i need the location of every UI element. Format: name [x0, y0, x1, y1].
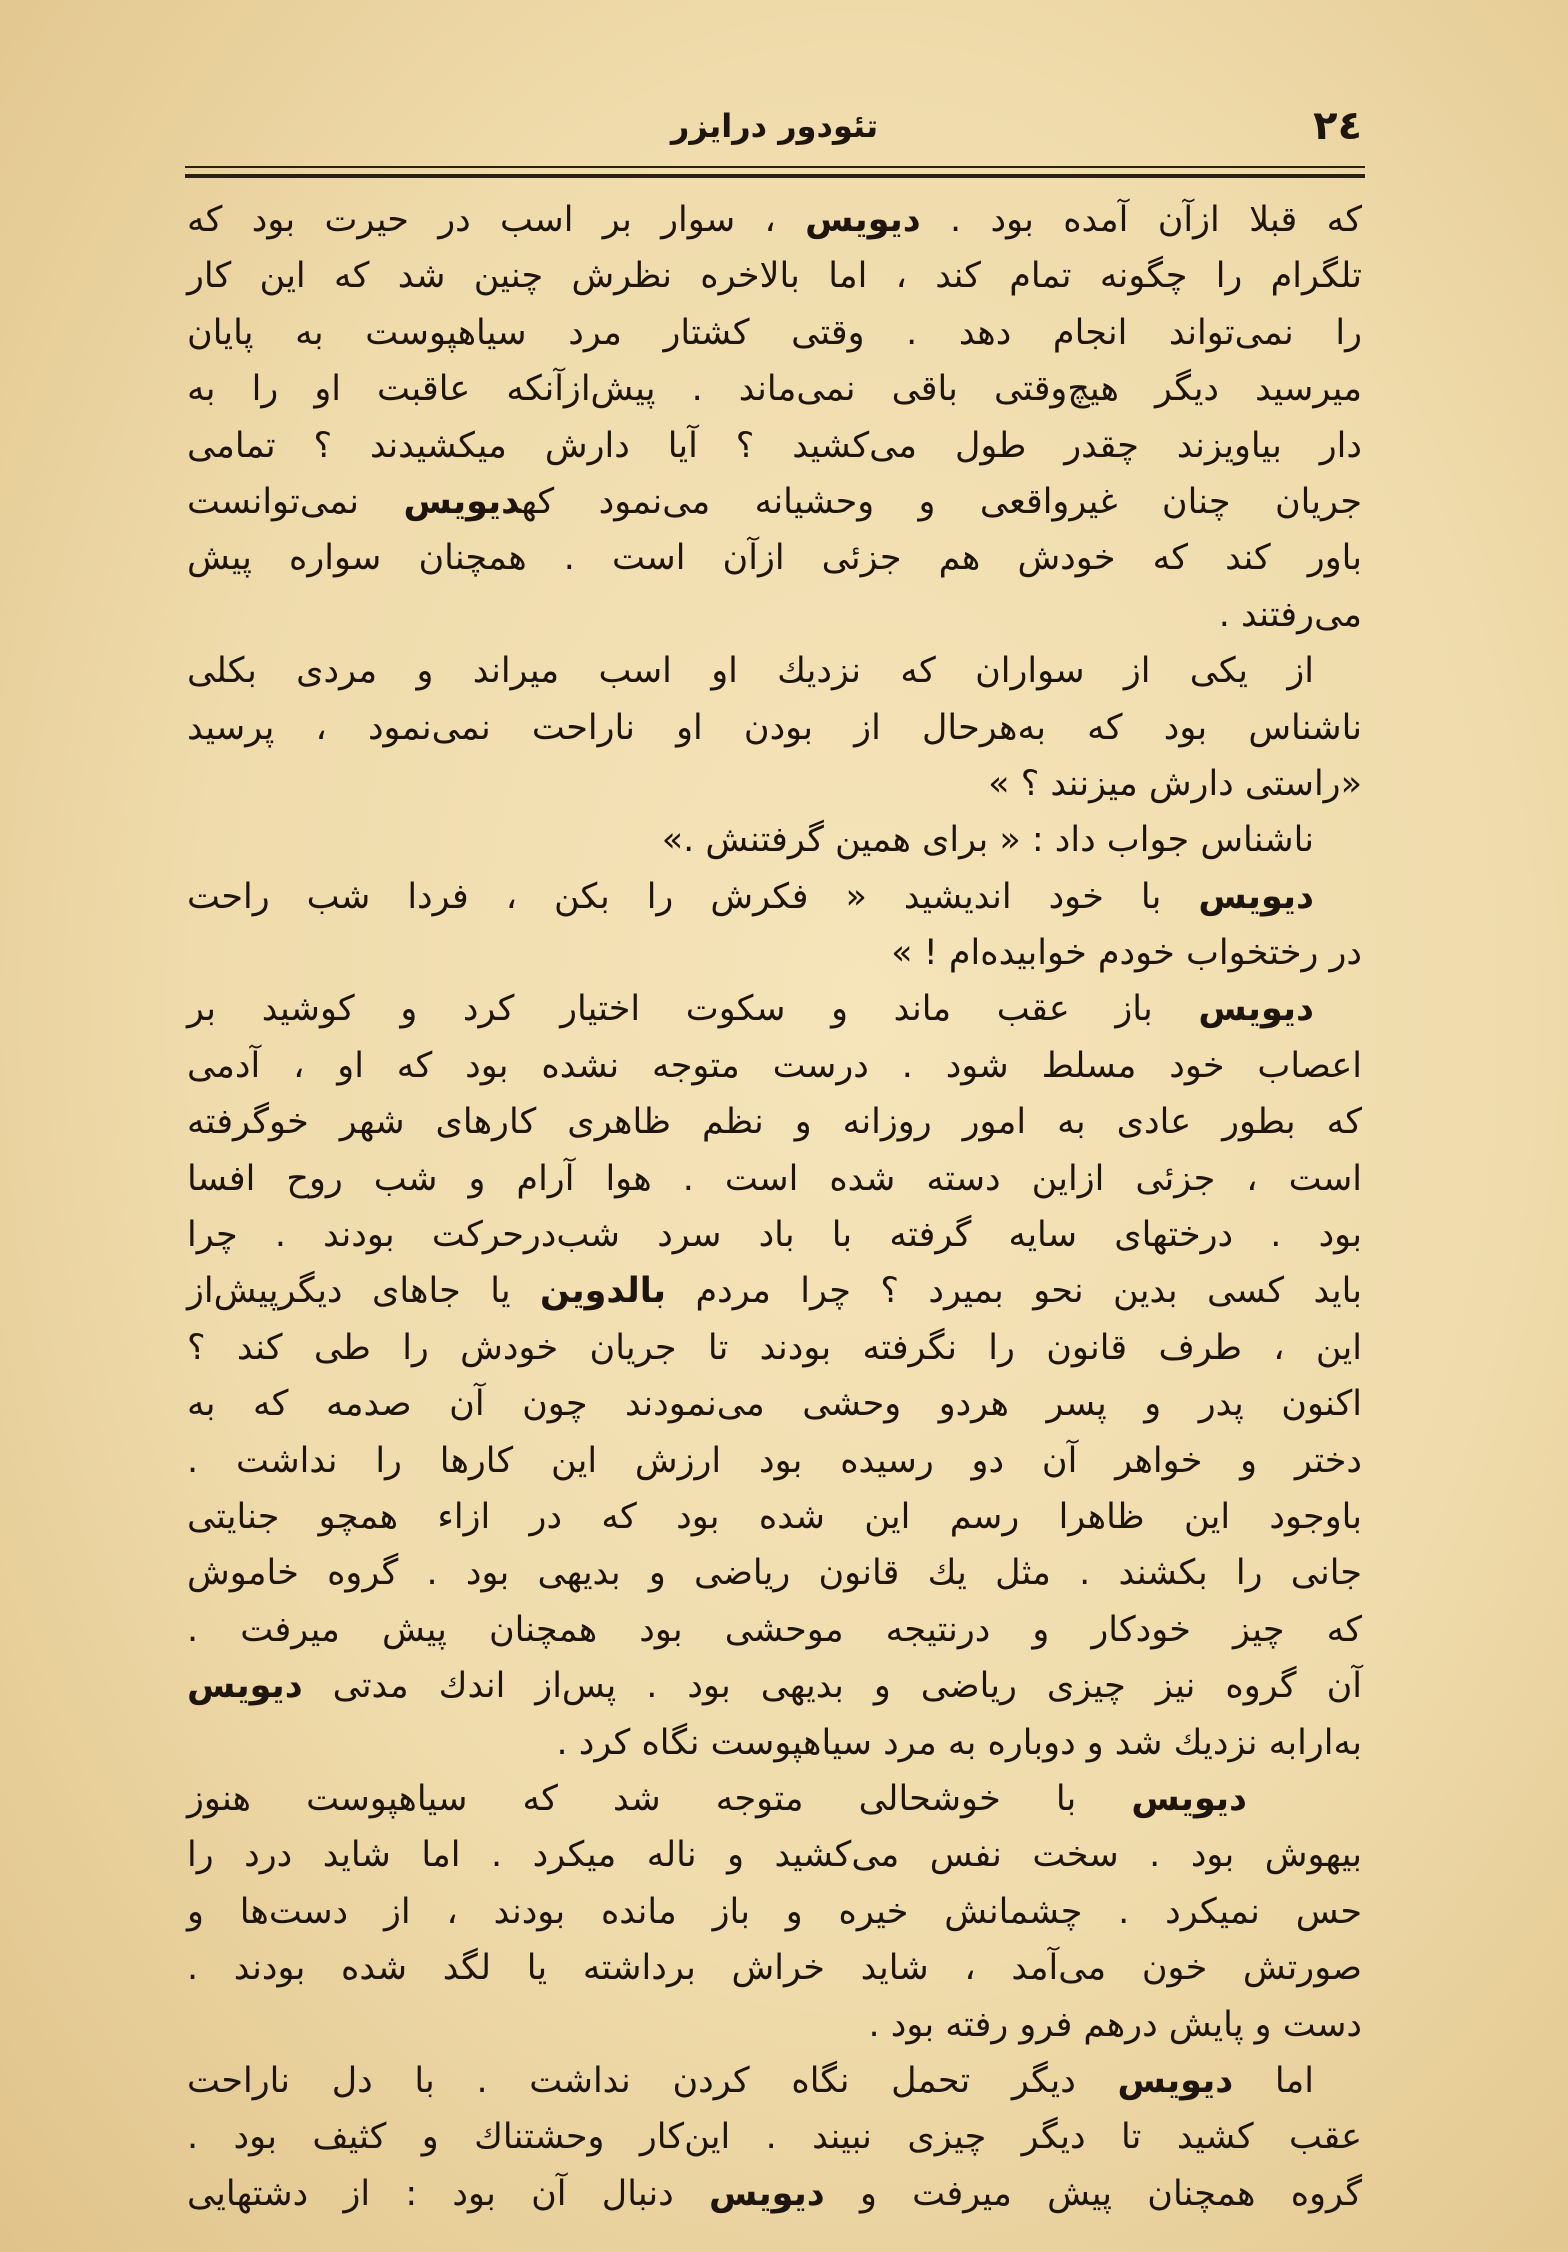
running-title: تئودور درایزر: [670, 107, 879, 145]
text-segment: دیگر تحمل نگاه کردن نداشت . با دل ناراحت: [187, 2060, 1118, 2101]
paragraph: [187, 812, 1362, 868]
paragraph: [187, 1771, 1362, 2053]
text-segment: جریان چنان غیرواقعی و وحشیانه می‌نمود که: [521, 481, 1362, 522]
text-segment: با خود اندیشید « فکرش را بکن ، فردا شب راحت: [187, 876, 1199, 917]
text-segment: ناشناس بود که به‌هرحال از بودن او ناراحت نمی‌نمود ، پرسید: [187, 707, 1362, 748]
bold-character-name: دیویس: [187, 1666, 303, 1707]
text-segment: «راستی دارش میزنند ؟ »: [988, 763, 1362, 804]
text-segment: دنبال آن بود : از دشتهایی: [187, 2173, 710, 2214]
text-segment: اما: [1233, 2060, 1314, 2101]
text-segment: می‌رفتند .: [1218, 594, 1362, 635]
text-line: [187, 530, 1362, 586]
text-line: [187, 192, 1362, 248]
text-segment: بیهوش بود . سخت نفس می‌کشید و ناله میکرد . اما شاید درد را: [187, 1835, 1362, 1876]
page-header: [187, 98, 1362, 154]
text-segment: باز عقب ماند و سکوت اختیار کرد و کوشید بر: [187, 989, 1199, 1030]
text-line: [187, 1715, 1362, 1771]
text-segment: جانی را بکشند . مثل یك قانون ریاضی و بدیهی بود . گروه خاموش: [187, 1553, 1362, 1594]
text-line: [187, 1038, 1362, 1094]
bold-character-name: دیویس: [1198, 876, 1314, 917]
text-line: [187, 925, 1362, 981]
text-line: [187, 756, 1362, 812]
text-line: [187, 812, 1362, 868]
bold-character-name: دیویس: [1131, 1778, 1247, 1819]
text-line: [187, 1376, 1362, 1432]
text-line: [187, 1997, 1362, 2053]
text-segment: ، سوار بر اسب در حیرت بود که: [187, 200, 806, 240]
text-line: [187, 418, 1362, 474]
paragraph: [187, 643, 1362, 812]
paragraph: [187, 2053, 1362, 2222]
text-line: [187, 1545, 1362, 1601]
text-segment: با خوشحالی متوجه شد که سیاهپوست هنوز: [187, 1778, 1132, 1819]
text-line: [187, 1489, 1362, 1545]
page-number: ٢٤: [1313, 103, 1362, 149]
bold-character-name: دیویس: [1198, 989, 1314, 1030]
bold-character-name: دیویس: [403, 481, 522, 522]
text-line: [187, 305, 1362, 361]
text-segment: نمی‌توانست: [187, 481, 404, 522]
text-line: [187, 1771, 1362, 1827]
text-line: [187, 1827, 1362, 1883]
text-line: [187, 1207, 1362, 1263]
text-segment: میرسید دیگر هیچ‌وقتی باقی نمی‌ماند . پیش‌ازآنکه عاقبت او را به: [187, 369, 1362, 410]
text-segment: آن گروه نیز چیزی ریاضی و بدیهی بود . پس‌از اندك مدتی: [302, 1666, 1362, 1707]
text-line: [187, 474, 1362, 530]
text-line: [187, 248, 1362, 304]
text-line: [187, 2166, 1362, 2222]
text-line: [187, 1263, 1362, 1319]
text-segment: اعصاب خود مسلط شود . درست متوجه نشده بود که او ، آدمی: [187, 1045, 1362, 1086]
text-line: [187, 1884, 1362, 1940]
text-segment: حس نمیکرد . چشمانش خیره و باز مانده بودند ، از دست‌ها و: [187, 1891, 1362, 1932]
text-line: [187, 981, 1362, 1037]
text-segment: دار بیاویزند چقدر طول می‌کشید ؟ آیا دارش میکشیدند ؟ تمامی: [187, 425, 1362, 466]
text-segment: است ، جزئی ازاین دسته شده است . هوا آرام و شب روح افسا: [187, 1158, 1362, 1199]
bold-character-name: دیویس: [709, 2173, 825, 2214]
text-line: [187, 700, 1362, 756]
text-line: [187, 1433, 1362, 1489]
text-segment: عقب کشید تا دیگر چیزی نبیند . این‌کار وحشتناك و کثیف بود .: [187, 2117, 1362, 2158]
text-segment: از یکی از سواران که نزدیك او اسب میراند و مردی بکلی: [187, 651, 1314, 692]
text-line: [187, 1320, 1362, 1376]
text-line: [187, 1602, 1362, 1658]
text-segment: تلگرام را چگونه تمام کند ، اما بالاخره نظرش چنین شد که این کار: [187, 256, 1362, 297]
text-segment: این ، طرف قانون را نگرفته بودند تا جریان خودش را طی کند ؟: [187, 1327, 1362, 1368]
text-line: [187, 1151, 1362, 1207]
text-segment: صورتش خون می‌آمد ، شاید خراش برداشته یا لگد شده بودند .: [187, 1948, 1362, 1989]
text-segment: باید کسی بدین نحو بمیرد ؟ چرا مردم: [666, 1271, 1362, 1312]
paragraph: [187, 869, 1362, 982]
text-segment: به‌ارابه نزدیك شد و دوباره به مرد سیاهپوست نگاه کرد .: [556, 1722, 1362, 1763]
paragraph: [187, 192, 1362, 643]
text-line: [187, 2109, 1362, 2165]
text-line: [187, 587, 1362, 643]
text-segment: اکنون پدر و پسر هردو وحشی می‌نمودند چون آن صدمه که به: [187, 1384, 1362, 1425]
bold-character-name: دیویس: [805, 200, 921, 240]
text-segment: گروه همچنان پیش میرفت و: [824, 2173, 1362, 2214]
body-text: [187, 192, 1362, 2222]
text-segment: که چیز خودکار و درنتیجه موحشی بود همچنان پیش میرفت .: [187, 1609, 1362, 1650]
text-line: [187, 361, 1362, 417]
text-line: [187, 1094, 1362, 1150]
bold-character-name: دیویس: [1117, 2060, 1234, 2101]
text-segment: دختر و خواهر آن دو رسیده بود ارزش این کارها را نداشت .: [187, 1440, 1362, 1481]
text-segment: را نمی‌تواند انجام دهد . وقتی کشتار مرد سیاهپوست به پایان: [187, 312, 1362, 353]
text-segment: یا جاهای دیگرپیش‌از: [187, 1271, 541, 1312]
text-line: [187, 1940, 1362, 1996]
text-segment: بود . درختهای سایه گرفته با باد سرد شب‌درحرکت بودند . چرا: [187, 1215, 1362, 1256]
text-segment: باوجود این ظاهرا رسم این شده بود که در ازاء همچو جنایتی: [187, 1496, 1362, 1537]
text-line: [187, 1658, 1362, 1714]
bold-character-name: بالدوین: [540, 1271, 667, 1312]
paragraph: [187, 981, 1362, 1770]
header-double-rule: [185, 166, 1365, 178]
text-segment: در رختخواب خودم خوابیده‌ام ! »: [891, 933, 1362, 974]
text-segment: که بطور عادی به امور روزانه و نظم ظاهری کارهای شهر خوگرفته: [187, 1102, 1362, 1143]
text-line: [187, 643, 1362, 699]
text-segment: ناشناس جواب داد : « برای همین گرفتنش .»: [661, 820, 1314, 861]
text-line: [187, 2053, 1362, 2109]
text-line: [187, 869, 1362, 925]
text-segment: که قبلا ازآن آمده بود .: [920, 200, 1362, 240]
text-segment: باور کند که خودش هم جزئی ازآن است . همچنان سواره پیش: [187, 538, 1362, 579]
text-segment: دست و پایش درهم فرو رفته بود .: [868, 2004, 1362, 2045]
